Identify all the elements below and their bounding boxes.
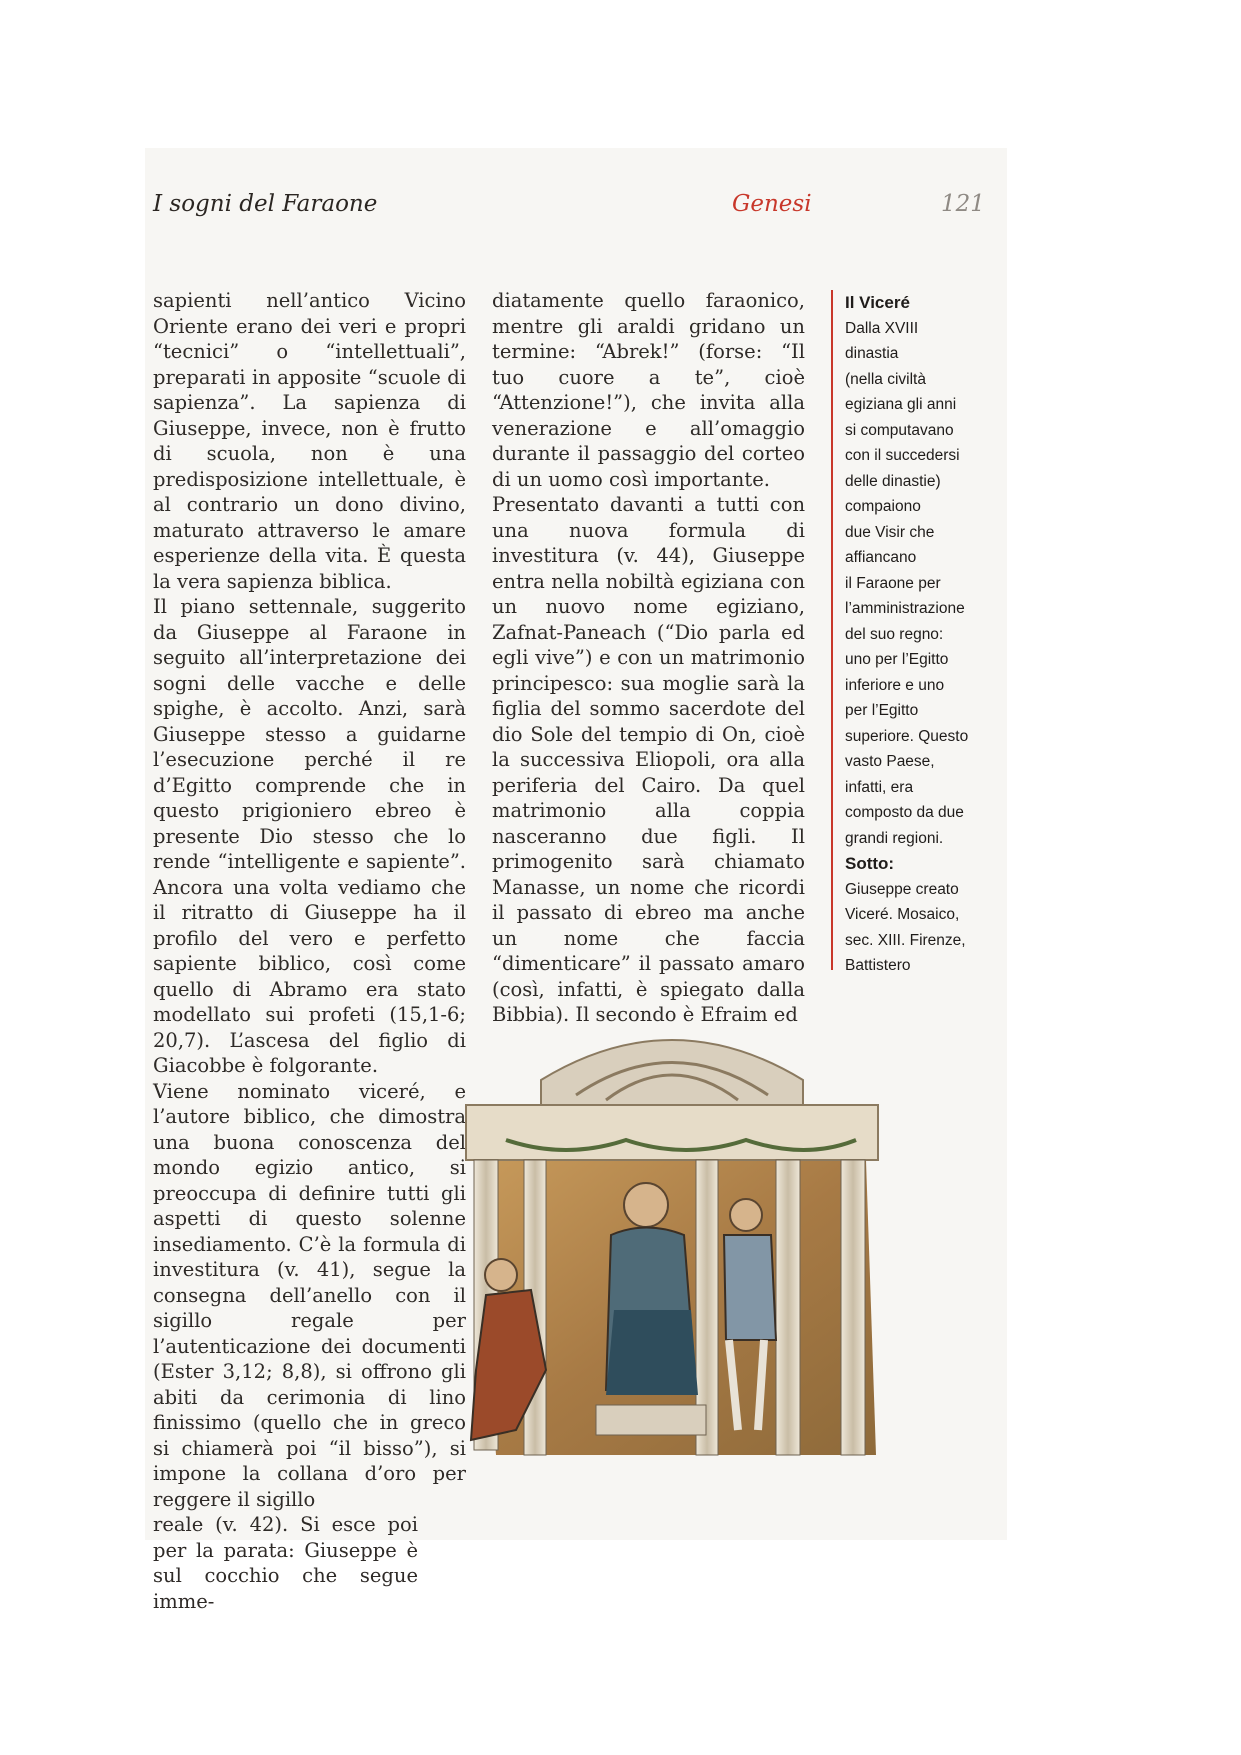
- page-number: 121: [941, 191, 985, 217]
- sidebar-line: Dalla XVIII: [845, 319, 919, 337]
- caption-line: Giuseppe creato: [845, 880, 959, 898]
- sidebar-line: per l’Egitto: [845, 702, 919, 719]
- sidebar-line: con il succedersi: [845, 447, 960, 464]
- sidebar-line: si computavano: [845, 421, 954, 439]
- sidebar-line: due Visir che: [845, 523, 935, 541]
- mosaic-illustration: [446, 1010, 898, 1480]
- sidebar-line: l’amministrazione: [845, 600, 965, 617]
- paragraph: diatamente quello faraonico, mentre gli araldi gridano un termine: “Abrek!” (forse: “Il tuo cuore a te”, cioè “Attenzione!”), che invita alla venerazione e all’omaggio durante il passaggio del corteo di un uomo così importante.: [492, 289, 805, 491]
- paragraph: Viene nominato viceré, e l’autore biblico, che dimostra una buona conoscenza del mondo egizio antico, si preoccupa di definire tutti gli aspetti di questo solenne insediamento. C’è la formula di investitura (v. 41), segue la consegna dell’anello con il sigillo regale per l’autenticazione dei documenti (Ester 3,12; 8,8), si offrono gli abiti da cerimonia di lino finissimo (quello che in greco si chiamerà poi “il bisso”), si impone la collana d’oro per reggere il sigillo: [153, 1079, 466, 1511]
- paragraph: sapienti nell’antico Vicino Oriente erano dei veri e propri “tecnici” o “intellettuali”, preparati in apposite “scuole di sapienza”. La sapienza di Giuseppe, invece, non è frutto di scuola, non è una predisposizione intellettuale, è al contrario un dono divino, maturato attraverso le amare esperienze della vita. È questa la vera sapienza biblica.: [153, 289, 466, 593]
- paragraph: Il piano settennale, suggerito da Giuseppe al Faraone in seguito all’interpretazione dei sogni delle vacche e delle spighe, è accolto. Anzi, sarà Giuseppe stesso a guidarne l’esecuzione perché il re d’Egitto comprende che in questo prigioniero ebreo è presente Dio stesso che lo rende “intelligente e sapiente”. Ancora una volta vediamo che il ritratto di Giuseppe ha il profilo del vero e perfetto sapiente biblico, così come quello di Abramo era stato modellato sui profeti (15,1-6; 20,7). L’ascesa del figlio di Giacobbe è folgorante.: [153, 595, 466, 1077]
- sidebar-line: del suo regno:: [845, 625, 944, 643]
- book-name: Genesi: [732, 191, 812, 217]
- sidebar-line: il Faraone per: [845, 574, 941, 592]
- dome: [541, 1040, 803, 1105]
- sidebar-line: composto da due: [845, 804, 964, 821]
- sidebar-line: delle dinastie): [845, 472, 941, 490]
- sidebar-line: inferiore e uno: [845, 676, 945, 694]
- column: [841, 1160, 865, 1455]
- pharaoh-mantle: [606, 1310, 698, 1395]
- sidebar-line: dinastia: [845, 345, 899, 362]
- column: [776, 1160, 800, 1455]
- paragraph: Presentato davanti a tutti con una nuova formula di investitura (v. 44), Giuseppe entra nella nobiltà egiziana con un nuovo nome egiziano, Zafnat-Paneach (“Dio parla ed egli vive”) e con un matrimonio principesco: sua moglie sarà la figlia del sommo sacerdote del dio Sole del tempio di On, cioè la successiva Eliopoli, ora alla periferia del Cairo. Da quel matrimonio alla coppia nasceranno due figli. Il primogenito sarà chiamato Manasse, un nome che ricordi il passato di ebreo ma anche un nome che faccia “dimenticare” il passato amaro (così, infatti, è spiegato dalla Bibbia). Il secondo è Efraim ed: [492, 493, 805, 1026]
- throne-step: [596, 1405, 706, 1435]
- pharaoh-head: [624, 1183, 668, 1227]
- sidebar-box: [831, 290, 983, 974]
- sidebar-line: uno per l’Egitto: [845, 651, 949, 668]
- sidebar-line: vasto Paese,: [845, 753, 935, 770]
- joseph-head: [485, 1259, 517, 1291]
- entablature: [466, 1105, 878, 1160]
- caption-line: sec. XIII. Firenze,: [845, 931, 966, 949]
- sidebar-line: grandi regioni.: [845, 829, 944, 847]
- paragraph: reale (v. 42). Si esce poi per la parata: Giuseppe è sul cocchio che segue imme-: [153, 1513, 418, 1613]
- attendant-armor: [724, 1235, 776, 1340]
- caption-label: Sotto:: [845, 854, 895, 873]
- sidebar-line: egiziana gli anni: [845, 396, 957, 413]
- sidebar-line: superiore. Questo: [845, 727, 969, 745]
- attendant-head: [730, 1199, 762, 1231]
- sidebar-line: (nella civiltà: [845, 370, 926, 388]
- sidebar-line: affiancano: [845, 549, 917, 566]
- caption-line: Viceré. Mosaico,: [845, 906, 960, 923]
- caption-line: Battistero: [845, 957, 911, 974]
- sidebar-title: Il Viceré: [845, 293, 910, 312]
- sidebar-line: compaiono: [845, 498, 921, 515]
- sidebar-line: infatti, era: [845, 778, 914, 796]
- text-column-1: [153, 288, 466, 1614]
- text-column-2: [492, 288, 805, 1028]
- running-title: I sogni del Faraone: [153, 191, 378, 217]
